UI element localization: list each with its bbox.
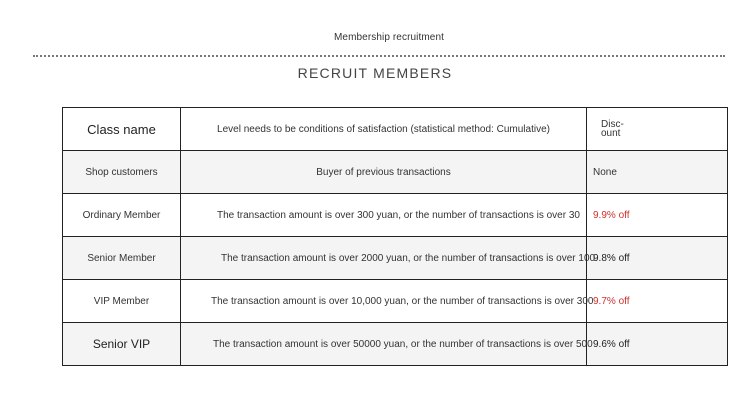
- row-class: Senior Member: [63, 237, 181, 280]
- header-class-name: Class name: [63, 108, 181, 151]
- header-discount-text: Disc- ount: [601, 119, 624, 139]
- row-condition: Buyer of previous transactions: [181, 151, 587, 194]
- row-class: Senior VIP: [63, 323, 181, 366]
- row-discount: None: [587, 151, 728, 194]
- row-discount: 9.7% off: [587, 280, 728, 323]
- table-header-row: [63, 108, 728, 151]
- table-row: [63, 194, 728, 237]
- row-condition: The transaction amount is over 50000 yuan, or the number of transactions is over 500: [181, 323, 587, 366]
- row-class: Ordinary Member: [63, 194, 181, 237]
- row-condition: The transaction amount is over 300 yuan, or the number of transactions is over 30: [181, 194, 587, 237]
- row-discount: 9.6% off: [587, 323, 728, 366]
- row-class: VIP Member: [63, 280, 181, 323]
- row-discount: 9.9% off: [587, 194, 728, 237]
- page-subtitle: Membership recruitment: [333, 32, 444, 43]
- table-row: [63, 151, 728, 194]
- membership-table: [62, 107, 728, 366]
- table-row: [63, 323, 728, 366]
- dotted-divider: [33, 55, 725, 57]
- row-class: Shop customers: [63, 151, 181, 194]
- header-condition: Level needs to be conditions of satisfaction (statistical method: Cumulative): [181, 108, 587, 151]
- row-condition: The transaction amount is over 2000 yuan, or the number of transactions is over 100: [181, 237, 587, 280]
- table-row: [63, 237, 728, 280]
- row-discount: 9.8% off: [587, 237, 728, 280]
- page-heading: RECRUIT MEMBERS: [297, 65, 453, 81]
- table-row: [63, 280, 728, 323]
- header-discount: [587, 108, 728, 151]
- row-condition: The transaction amount is over 10,000 yuan, or the number of transactions is over 300: [181, 280, 587, 323]
